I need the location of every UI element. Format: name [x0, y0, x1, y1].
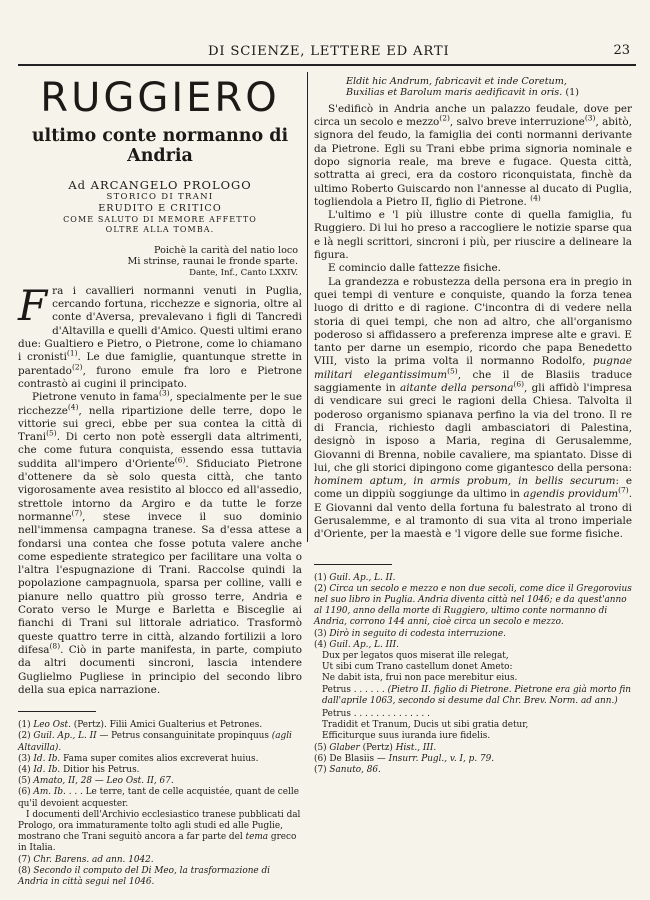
footnote-ref[interactable]: (5) [447, 366, 458, 376]
footnote: (2) Guil. Ap., L. II — Petrus consanguinitate propinquus (agli Altavilla). [18, 731, 292, 753]
paragraph-text: , specialmente per le sue ricchezze [18, 391, 302, 417]
paragraph [18, 388, 302, 697]
paragraph: L'ultimo e 'l più illustre conte di quella famiglia, fu Ruggiero. Di lui ho preso a raccogliere le notizie sparse qua e là negli scrittori, sincroni i più, per riuscire a delineare la figura. [314, 209, 632, 262]
paragraph: S'edificò in Andria anche un palazzo feudale, dove per circa un secolo e mezzo$^{(2)}$, salvo breve interruzione$^{(3)}$, abitò, signora del feudo, la famiglia dei conti normanni derivante da Pietrone. Egli su Trani ebbe prima signoria nominale e dopo signoria reale, ma breve e fugace. Questa città, sottratta ai greci, era da costoro riconquistata, finchè da ultimo Roberto Guiscardo non l'annesse al ducato di Puglia, togliendola a Pietro II, figlio di Pietrone. $^{(4)}$ [314, 102, 632, 208]
dedication-line: ERUDITO E CRITICO [98, 203, 222, 214]
verse-block [314, 709, 632, 743]
footnote: (7) Chr. Barens. ad ann. 1042. [18, 854, 154, 865]
footnote: (5) Amato, II, 28 — Leo Ost. II, 67. [18, 776, 174, 787]
epigraph-line: Poichè la carità del natio loco [154, 245, 298, 256]
footnote: (7) Sanuto, 86. [314, 765, 381, 776]
left-footnotes [18, 720, 302, 888]
footnote: (5) Glaber (Pertz) Hist., III. [314, 742, 437, 753]
footnote-ref[interactable]: (4) [67, 402, 79, 412]
footnote-ref[interactable]: (3) [584, 113, 596, 123]
article-title: RUGGIERO [40, 75, 280, 121]
footnote: (3) Id. Ib. Fama super comites alios excreverat huius. [18, 753, 259, 764]
verse-line: Petrus . . . . . . (Pietro II. figlio di Pietrone. Pietrone era già morto fin dall'aprile 1063, secondo si desume dal Chr. Brev. Norm. ad ann.) [322, 684, 631, 706]
page-number: 23 [613, 43, 630, 58]
verse-line: Efficiturque suus iuranda iure fidelis. [322, 731, 491, 742]
paragraph-text: . Le due famiglie, quantunque strette in parentado [18, 351, 302, 377]
verse-line: Eldit hic Andrum, fabricavit et inde Coretum, [346, 76, 567, 87]
footnote-ref[interactable]: (2) [71, 362, 83, 372]
verse-block [314, 651, 632, 707]
footnote: (1) Leo Ost. (Pertz). Filii Amici Gualterius et Petrones. [18, 720, 263, 731]
footnote-rule [314, 564, 392, 565]
article-subtitle: ultimo conte normanno di Andria [31, 126, 289, 166]
verse-line: Buxilias et Barolum maris aedificavit in oris. (1) [346, 87, 579, 99]
footnote-ref[interactable]: (7) [618, 485, 629, 495]
footnote-ref[interactable]: (8) [49, 641, 61, 651]
footnote: (2) Circa un secolo e mezzo e non due secoli, come dice il Gregorovius nel suo libro in Puglia. Andria diventa città nel 1046; e da quest'anno al 1190, anno della morte di Ruggiero, ultimo conte normanno di Andria, corrono 144 anni, cioè circa un secolo e mezzo. [314, 583, 632, 628]
column-divider [307, 72, 308, 542]
dedication [18, 178, 302, 235]
paragraph-text: , stese invece il suo dominio nell'immensa campagna tranese. Sa d'essa attese a fondarsi una contea che fosse potuta valere anche come espediente strategico per facilitare una volta o l'altra l'espugnazione di Trani. Raccolse quindi la popolazione campagnuola, sparsa per colline, valli e pianure nello quattro più grosso terre, Andria e Corato verso le Murge e Barletta e Bisceglie ai fianchi di Trani sul littorale adriatico. Trasformò queste quattro terre in città, alzando fortilizii a loro difesa [18, 510, 302, 656]
dedication-line: COME SALUTO DI MEMORE AFFETTO [63, 215, 257, 224]
footnote-ref[interactable]: (5) [46, 428, 57, 438]
paragraph-text: . Sfiduciato Pietrone d'ottenere da sè solo questa città, che tanto vigorosamente avea resistito al blocco ed all'assedio, strettole intorno da Argiro e da tutte le forze normanne [18, 457, 302, 523]
running-header [18, 44, 636, 64]
footnote-ref[interactable]: (6) [174, 455, 186, 465]
paragraph-text: ra i cavallieri normanni venuti in Puglia, cercando fortuna, ricchezze e signoria, oltre al conte d'Aversa, prevalevano i figli di Tancredi d'Altavilla e quelli d'Amico. Questi ultimi erano due: Gualtiero e Pietro, o Pietrone, come lo chiamano i cronisti [18, 284, 302, 364]
footnote: (6) De Blasiis — Insurr. Pugl., v. I, p. 79. [314, 753, 495, 764]
dedication-line: OLTRE ALLA TOMBA. [105, 225, 215, 234]
dedication-line: STORICO DI TRANI [106, 192, 214, 202]
header-rule [18, 64, 636, 66]
footnote: (8) Secondo il computo del Di Meo, la trasformazione di Andria in città segui nel 1046. [18, 865, 271, 887]
footnote-ref[interactable]: (1) [66, 348, 78, 358]
footnote: (6) Am. Ib. . . . Le terre, tant de celle acquistée, quant de celle qu'il devoient acquester. [18, 787, 299, 809]
footnote-ref[interactable]: (7) [71, 508, 83, 518]
paragraph-text: . Di certo non potè essergli data altrimenti, che come futura conquista, essendo essa tuttavia suddita all'impero d'Oriente [18, 431, 302, 470]
paragraph [18, 280, 302, 391]
verse-quote [346, 76, 632, 99]
footnote: (1) Guil. Ap., L. II. [314, 572, 396, 583]
footnote: (3) Dirò in seguito di codesta interruzione. [314, 628, 506, 639]
verse-line: Dux per legatos quos miserat ille relegat, [322, 651, 509, 662]
right-column [314, 72, 632, 776]
epigraph-line: Mi strinse, raunai le fronde sparte. [127, 256, 298, 268]
footnote-ref[interactable]: (2) [439, 113, 450, 123]
paragraph-text: , nella ripartizione delle terre, dopo le vittorie sui greci, ebbe per sua contea la città di Trani [18, 404, 302, 444]
right-footnotes [314, 573, 632, 777]
right-body [314, 103, 632, 542]
footnote: (4) Guil. Ap., L. III. [314, 639, 399, 650]
header-title: DI SCIENZE, LETTERE ED ARTI [208, 44, 450, 59]
verse-line: Tradidit et Tranum, Ducis ut sibi gratia detur, [322, 720, 529, 731]
footnote-ref[interactable]: (4) [530, 193, 541, 203]
paragraph-text: , furono emule fra loro e Pietrone contrastò ai cugini il principato. [18, 364, 302, 390]
dedication-line: Ad ARCANGELO PROLOGO [68, 178, 252, 192]
left-column [18, 72, 302, 888]
paragraph-text: Pietrone venuto in fama [32, 391, 160, 404]
drop-cap: F [18, 280, 48, 330]
footnote-ref[interactable]: (3) [159, 388, 170, 398]
footnote: (4) Id. Ib. Ditior his Petrus. [18, 764, 140, 775]
footnote-ref[interactable]: (6) [513, 379, 525, 389]
epigraph [18, 245, 302, 279]
footnote-rule [18, 711, 96, 712]
paragraph: E comincio dalle fattezze fisiche. [328, 262, 501, 275]
footnote: I documenti dell'Archivio ecclesiastico tranese pubblicati dal Prologo, ora immaturamente tolto agli studi ed alle Puglie, mostrano che Trani seguitò ancora a far parte del tema greco in Italia. [18, 809, 301, 854]
verse-line: Ne dabit ista, frui non pace merebitur eius. [322, 673, 518, 684]
verse-line: Petrus . . . . . . . . . . . . . . [322, 709, 430, 720]
paragraph-text: . Ciò in parte manifesta, in parte, compiuto da altri documenti sincroni, lascia intendere Guglielmo Pugliese in principio del secondo libro della sua epica narrazione. [18, 643, 302, 696]
verse-line: Ut sibi cum Trano castellum donet Ameto: [322, 662, 513, 673]
epigraph-source: Dante, Inf., Canto LXXIV. [189, 267, 298, 278]
paragraph: La grandezza e robustezza della persona era in pregio in quei tempi di venture e conquiste, quando la forza tenea luogo di dritto e di ragione. C'incontra di di vedere nella storia di quei tempi, che non ad altro, che all'organismo poderoso si affidassero a preferenza imprese alte e gravi. E tanto per darne un esempio, ricordo che papa Benedetto VIII, visto la prima volta il normanno Rodolfo, pugnae militari elegantissimum$^{(5)}$, che il de Blasiis traduce saggiamente in aitante della persona$^{(6)}$, gli affidò l'impresa di vendicare sui greci le ragioni della Chiesa. Talvolta il poderoso organismo spianava perfino la via del trono. Il re di Francia, richiesto dagli ambasciatori di Palestina, designò in isposo a Maria, regina di Gerusalemme, Giovanni di Brenna, nobile cavaliere, ma spiantato. Disse di lui, che gli storici dipingono come gigantesco della persona: hominem aptum, in armis probum, in bellis securum: e come un dippiù soggiunge da ultimo in agendis providum$^{(7)}$. E Giovanni dal vento della fortuna fu balestrato al trono di Gerusalemme, e al tramonto di sua vita al trono imperiale d'Oriente, per la maestà e 'l vigore delle sue forme fisiche. [314, 275, 632, 541]
left-body [18, 280, 302, 697]
